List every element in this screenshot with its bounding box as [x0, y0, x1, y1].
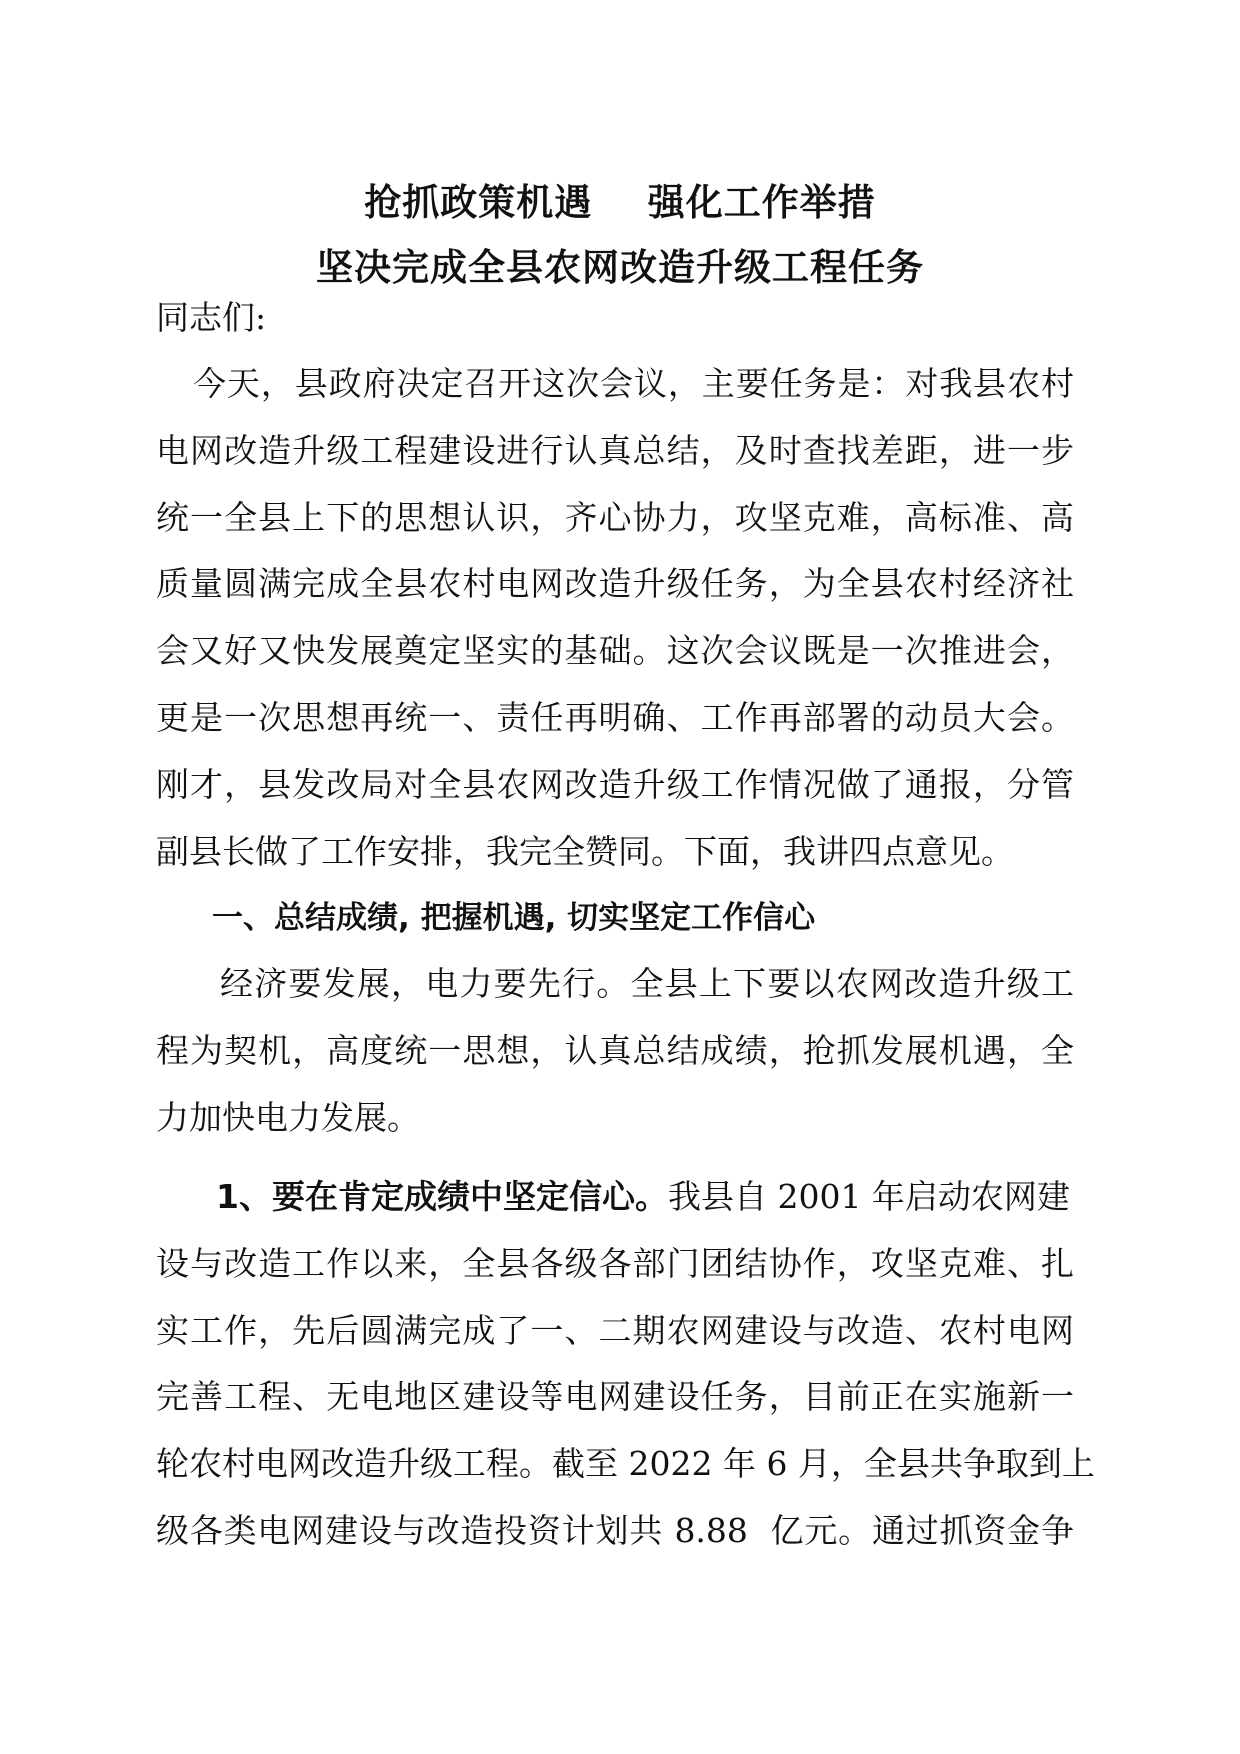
intro-line-3: 统一全县上下的思想认识，齐心协力，攻坚克难，高标准、高	[156, 498, 1074, 537]
point-1-line-6: 级各类电网建设与改造投资计划共 8.88 亿元。通过抓资金争	[156, 1511, 1074, 1550]
salutation: 同志们:	[156, 298, 267, 337]
point-1-first-line	[216, 1177, 1070, 1217]
title-line-1: 抢抓政策机遇 强化工作举措	[364, 181, 876, 224]
intro-line-4: 质量圆满完成全县农村电网改造升级任务，为全县农村经济社	[156, 564, 1074, 603]
point-1-line-5: 轮农村电网改造升级工程。截至 2022 年 6 月，全县共争取到上	[156, 1444, 1095, 1483]
title-line-2: 坚决完成全县农网改造升级工程任务	[316, 246, 924, 289]
point-1-line-3: 实工作，先后圆满完成了一、二期农网建设与改造、农村电网	[156, 1311, 1074, 1350]
intro-line-8: 副县长做了工作安排，我完全赞同。下面，我讲四点意见。	[156, 832, 1014, 871]
intro-line-1: 今天，县政府决定召开这次会议，主要任务是：对我县农村	[193, 364, 1074, 403]
intro-line-2: 电网改造升级工程建设进行认真总结，及时查找差距，进一步	[156, 431, 1074, 470]
section-1-line-3: 力加快电力发展。	[156, 1098, 420, 1137]
point-1-line-2: 设与改造工作以来，全县各级各部门团结协作，攻坚克难、扎	[156, 1244, 1074, 1283]
point-1-lead: 1、要在肯定成绩中坚定信心。	[216, 1177, 668, 1216]
intro-line-7: 刚才，县发改局对全县农网改造升级工作情况做了通报，分管	[156, 765, 1074, 804]
point-1-first-rest: 我县自 2001 年启动农网建	[667, 1177, 1070, 1216]
point-1-line-4: 完善工程、无电地区建设等电网建设任务，目前正在实施新一	[156, 1377, 1074, 1416]
section-1-line-1: 经济要发展，电力要先行。全县上下要以农网改造升级工	[220, 964, 1074, 1003]
intro-line-6: 更是一次思想再统一、责任再明确、工作再部署的动员大会。	[156, 698, 1074, 737]
section-1-heading: 一、总结成绩, 把握机遇, 切实坚定工作信心	[212, 900, 816, 936]
section-1-line-2: 程为契机，高度统一思想，认真总结成绩，抢抓发展机遇，全	[156, 1031, 1074, 1070]
intro-line-5: 会又好又快发展奠定坚实的基础。这次会议既是一次推进会，	[156, 631, 1074, 670]
